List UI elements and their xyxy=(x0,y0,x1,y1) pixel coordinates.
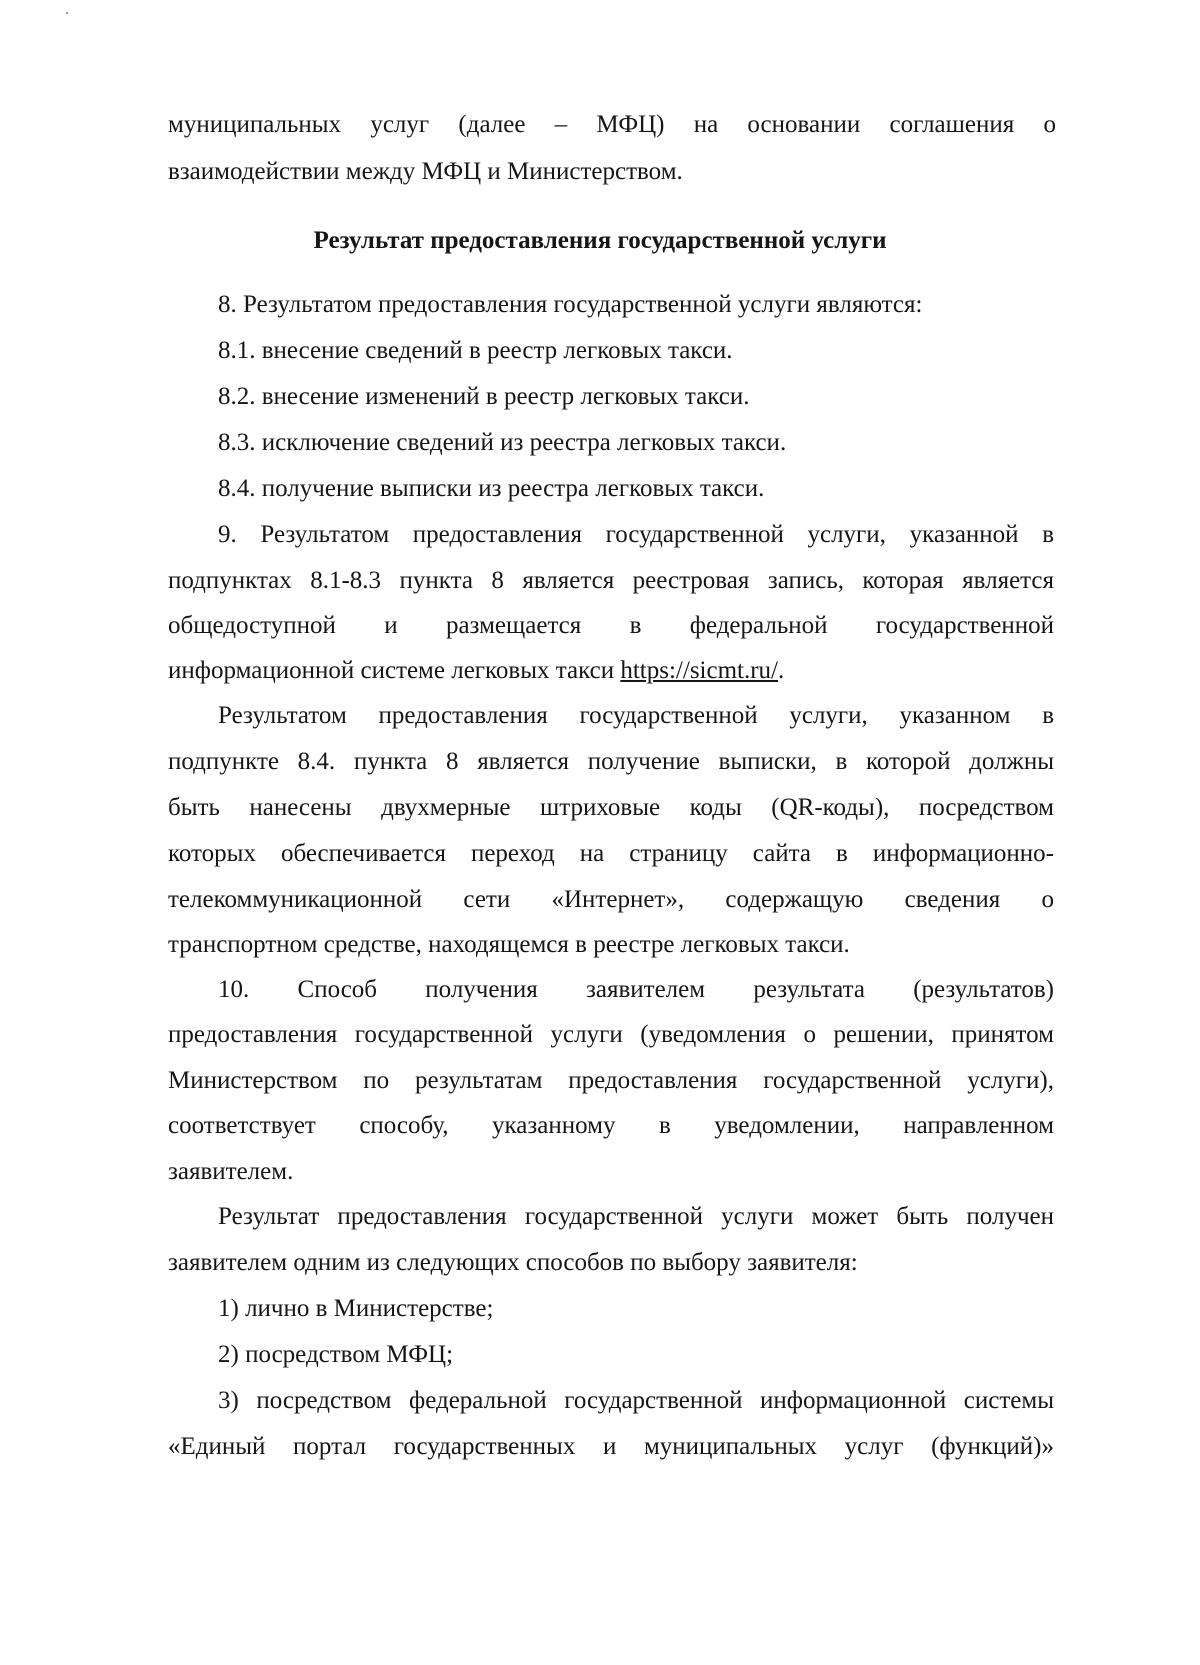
extract-para-line-1: Результатом предоставления государственной услуги, указанном в xyxy=(218,702,1054,729)
item-8-1: 8.1. внесение сведений в реестр легковых такси. xyxy=(218,337,733,364)
item-9-line-2: подпунктах 8.1-8.3 пункта 8 является реестровая запись, которая является xyxy=(168,567,1054,594)
item-10-line-3: Министерством по результатам предоставления государственной услуги), xyxy=(168,1067,1054,1094)
method-3-line-1: 3) посредством федеральной государственной информационной системы xyxy=(218,1387,1054,1414)
item-10-line-5: заявителем. xyxy=(168,1158,294,1185)
section-heading: Результат предоставления государственной услуги xyxy=(313,227,887,254)
item-8-4: 8.4. получение выписки из реестра легковых такси. xyxy=(218,475,765,502)
intro-line-2: взаимодействии между МФЦ и Министерством. xyxy=(168,158,683,185)
methods-para-line-1: Результат предоставления государственной услуги может быть получен xyxy=(218,1203,1054,1230)
method-2: 2) посредством МФЦ; xyxy=(218,1341,454,1368)
item-8: 8. Результатом предоставления государственной услуги являются: xyxy=(218,291,923,318)
item-10-line-2: предоставления государственной услуги (уведомления о решении, принятом xyxy=(168,1021,1054,1048)
extract-para-line-4: которых обеспечивается переход на страницу сайта в информационно- xyxy=(168,840,1054,867)
extract-para-line-3: быть нанесены двухмерные штриховые коды (QR-коды), посредством xyxy=(168,794,1054,821)
item-9-line-4-text: информационной системе легковых такси xyxy=(168,657,621,684)
extract-para-line-5: телекоммуникационной сети «Интернет», содержащую сведения о xyxy=(168,886,1054,913)
item-10-line-4: соответствует способу, указанному в уведомлении, направленном xyxy=(168,1112,1054,1139)
item-9-line-3: общедоступной и размещается в федеральной государственной xyxy=(168,612,1054,639)
scan-speck xyxy=(66,12,68,14)
item-9-period: . xyxy=(778,657,785,684)
extract-para-line-6: транспортном средстве, находящемся в реестре легковых такси. xyxy=(168,931,850,958)
item-10-line-1: 10. Способ получения заявителем результата (результатов) xyxy=(218,976,1054,1003)
extract-para-line-2: подпункте 8.4. пункта 8 является получение выписки, в которой должны xyxy=(168,748,1054,775)
methods-para-line-2: заявителем одним из следующих способов по выбору заявителя: xyxy=(168,1249,858,1276)
item-9-line-4 xyxy=(168,656,784,686)
method-3-line-2: «Единый портал государственных и муниципальных услуг (функций)» xyxy=(168,1433,1054,1460)
item-9-line-1: 9. Результатом предоставления государственной услуги, указанной в xyxy=(218,521,1054,548)
method-1: 1) лично в Министерстве; xyxy=(218,1295,494,1322)
sicmt-link[interactable]: https://sicmt.ru/ xyxy=(620,657,779,684)
item-8-3: 8.3. исключение сведений из реестра легковых такси. xyxy=(218,429,787,456)
intro-line-1: муниципальных услуг (далее – МФЦ) на основании соглашения о xyxy=(168,111,1056,138)
item-8-2: 8.2. внесение изменений в реестр легковых такси. xyxy=(218,383,750,410)
